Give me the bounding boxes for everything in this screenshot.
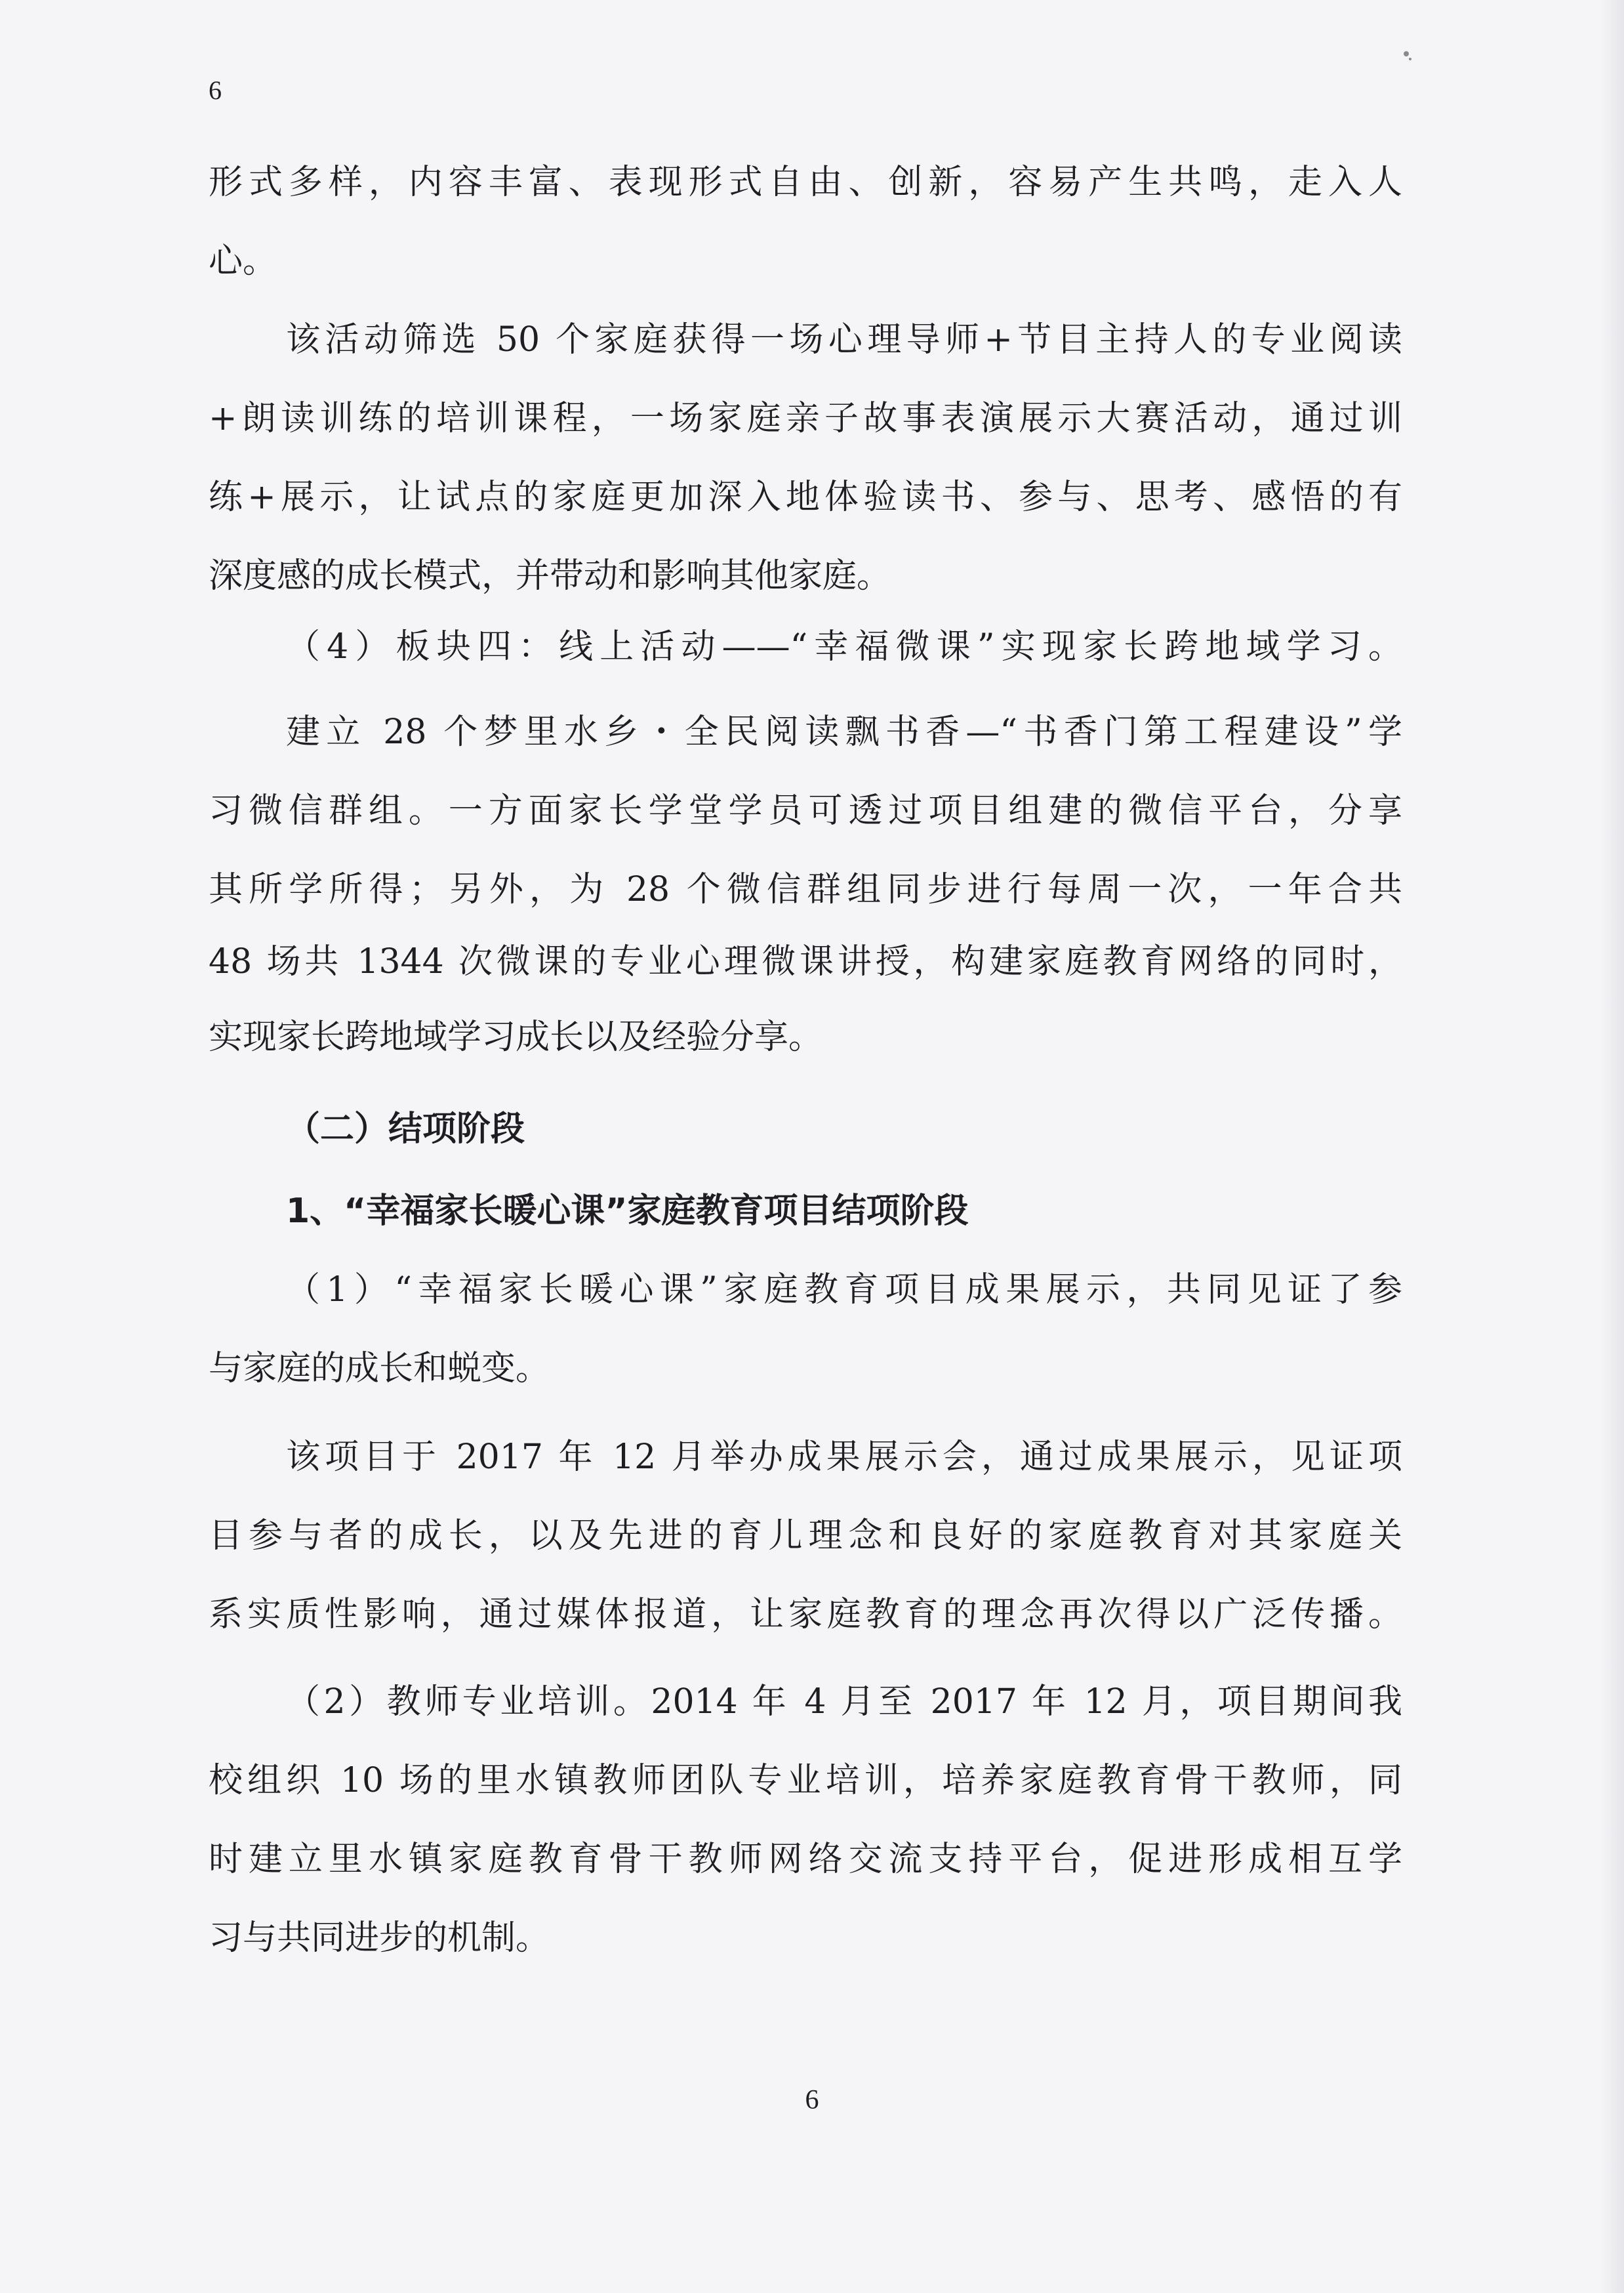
paragraph-line: 习与共同进步的机制。 <box>209 1918 550 1958</box>
paragraph-line: 系实质性影响，通过媒体报道，让家庭教育的理念再次得以广泛传播。 <box>209 1595 1402 1634</box>
paragraph-line: （2）教师专业培训。2014 年 4 月至 2017 年 12 月，项目期间我 <box>286 1682 1402 1722</box>
paragraph-line: 48 场共 1344 次微课的专业心理微课讲授，构建家庭教育网络的同时， <box>209 942 1402 981</box>
scan-edge-shadow <box>1600 0 1624 2293</box>
paragraph-line: 时建立里水镇家庭教育骨干教师网络交流支持平台，促进形成相互学 <box>209 1840 1402 1879</box>
paragraph-line: +朗读训练的培训课程，一场家庭亲子故事表演展示大赛活动，通过训 <box>209 399 1402 438</box>
paragraph-line: 深度感的成长模式，并带动和影响其他家庭。 <box>209 556 891 596</box>
paragraph-line: 习微信群组。一方面家长学堂学员可透过项目组建的微信平台，分享 <box>209 791 1402 831</box>
paragraph-line: 形式多样，内容丰富、表现形式自由、创新，容易产生共鸣，走入人 <box>209 163 1402 202</box>
paragraph-line: 校组织 10 场的里水镇教师团队专业培训，培养家庭教育骨干教师，同 <box>209 1761 1402 1800</box>
paragraph-line: 练+展示，让试点的家庭更加深入地体验读书、参与、思考、感悟的有 <box>209 478 1402 517</box>
paragraph-line: 实现家长跨地域学习成长以及经验分享。 <box>209 1018 823 1057</box>
scan-speck <box>1409 58 1411 60</box>
section-heading-line: （4）板块四：线上活动——“幸福微课”实现家长跨地域学习。 <box>286 627 1402 667</box>
paragraph-line: 与家庭的成长和蜕变。 <box>209 1349 550 1388</box>
paragraph-line: （1）“幸福家长暖心课”家庭教育项目成果展示，共同见证了参 <box>286 1270 1402 1310</box>
subsection-title: 1、“幸福家长暖心课”家庭教育项目结项阶段 <box>286 1191 969 1231</box>
scan-speck <box>1404 51 1409 56</box>
section-title: （二）结项阶段 <box>286 1109 525 1149</box>
paragraph-line: 建立 28 个梦里水乡・全民阅读飘书香—“书香门第工程建设”学 <box>286 713 1402 752</box>
paragraph-line: 心。 <box>209 241 277 281</box>
paragraph-line: 目参与者的成长，以及先进的育儿理念和良好的家庭教育对其家庭关 <box>209 1516 1402 1556</box>
paragraph-line: 其所学所得；另外，为 28 个微信群组同步进行每周一次，一年合共 <box>209 870 1402 909</box>
paragraph-line: 该项目于 2017 年 12 月举办成果展示会，通过成果展示，见证项 <box>286 1437 1402 1477</box>
page-number-top: 6 <box>209 75 222 105</box>
page-number-bottom: 6 <box>805 2085 819 2115</box>
paragraph-line: 该活动筛选 50 个家庭获得一场心理导师+节目主持人的专业阅读 <box>286 320 1402 360</box>
